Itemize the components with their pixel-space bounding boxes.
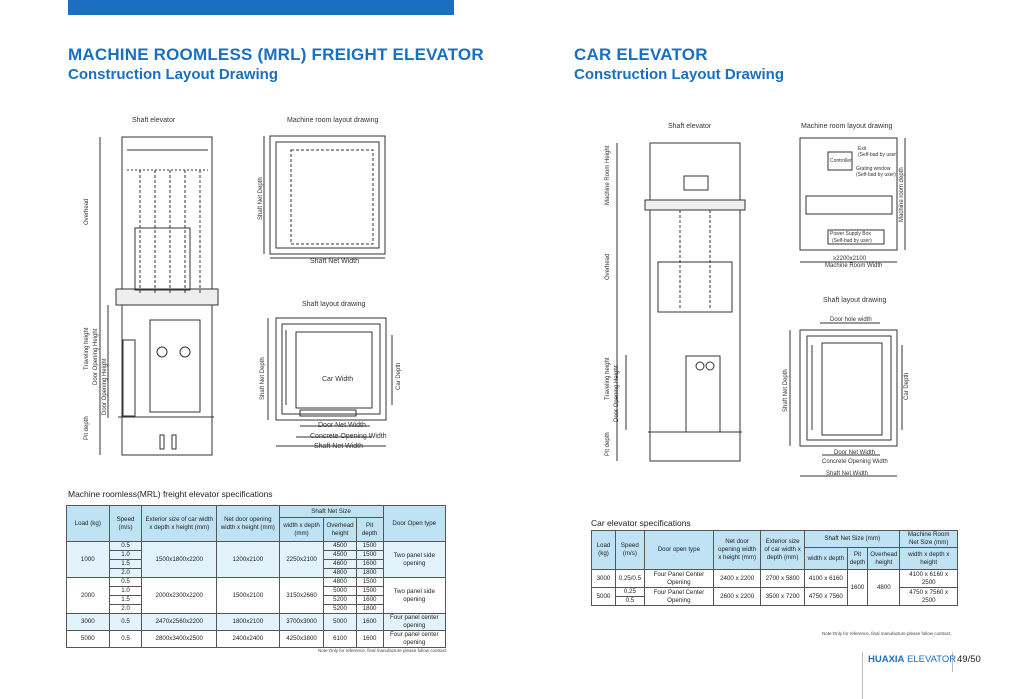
table-cell: 2700 x 5800 (761, 570, 805, 588)
car-mr-dim-label: ≥2200x2100 (833, 256, 866, 262)
car-th-load: Load (kg) (592, 531, 616, 570)
table-row (67, 542, 446, 551)
mrl-machine-room-label: Machine room layout drawing (287, 117, 379, 124)
mrl-car-width-label: Car Width (322, 376, 354, 383)
car-grating-window-label: Grating window (856, 166, 891, 172)
mrl-shaft-net-width-label-2: Shaft Net Width (314, 443, 364, 450)
table-cell: 5000 (67, 631, 110, 648)
mrl-door-opening-height-label: Door Opening Height (93, 328, 99, 385)
car-machine-room-label: Machine room layout drawing (801, 123, 893, 130)
car-exit-note: (Self-bad by user) (858, 152, 898, 158)
table-cell: 2400x2400 (217, 631, 280, 648)
table-cell: 2800x3400x2500 (142, 631, 217, 648)
table-cell: 4750 x 7560 x 2500 (900, 588, 958, 606)
right-subtitle: Construction Layout Drawing (574, 66, 784, 83)
car-shaft-net-width-label: Shaft Net Width (826, 471, 869, 477)
table-cell: 2.0 (109, 569, 142, 578)
mrl-th-shaft: Shaft Net Size (279, 506, 383, 518)
table-cell: 2000x2300x2200 (142, 578, 217, 614)
car-concrete-opening-width-label: Concrete Opening Width (822, 459, 888, 465)
table-cell: 2000 (67, 578, 110, 614)
mrl-shaft-net-depth-label-2: Shaft Net Depth (260, 357, 266, 400)
table-row (592, 588, 958, 597)
table-cell: 3000 (592, 570, 616, 588)
table-row (592, 570, 958, 588)
table-cell: 2250x2100 (279, 542, 324, 578)
table-cell: 1.5 (109, 560, 142, 569)
table-cell: 0.25 (616, 588, 645, 597)
mrl-traveling-height-label: Traveling height (84, 327, 90, 370)
table-cell: 1800 (356, 569, 383, 578)
table-cell: 0.5 (109, 631, 142, 648)
mrl-th-load: Load (kg) (67, 506, 110, 542)
car-shaft-net-depth-label: Shaft Net Depth (783, 369, 789, 412)
mrl-th-door-type: Door Open type (383, 506, 445, 542)
table-cell: 1500x2100 (217, 578, 280, 614)
mrl-th-wd: width x depth (mm) (279, 518, 324, 542)
car-machine-room-depth-label: Machine room depth (899, 167, 905, 222)
table-cell: 4750 x 7560 (804, 588, 847, 606)
mrl-shaft-net-width-label: Shaft Net Width (310, 258, 360, 265)
mrl-concrete-opening-width-label: Concrete Opening Width (310, 433, 387, 440)
table-cell: 3500 x 7200 (761, 588, 805, 606)
table-cell: 5000 (324, 614, 356, 631)
table-cell: 1500 (356, 551, 383, 560)
car-power-note: (Self-bad by user) (832, 238, 872, 244)
table-cell: 1600 (356, 614, 383, 631)
mrl-th-pit: Pit depth (356, 518, 383, 542)
mrl-th-car: Exterior size of car width x depth x height (mm) (142, 506, 217, 542)
table-cell: 5200 (324, 596, 356, 605)
car-pit-depth-label: Pit depth (605, 432, 611, 456)
car-table-caption: Car elevator specifications (591, 518, 691, 528)
car-th-door-type: Door open type (644, 531, 713, 570)
mrl-shaft-net-depth-label: Shaft Net Depth (258, 177, 264, 220)
car-power-supply-label: Power Supply Box (830, 231, 871, 237)
table-cell: 1600 (356, 631, 383, 648)
footer-page-number: 49/50 (957, 654, 981, 665)
table-cell: 0.5 (109, 578, 142, 587)
mrl-door-net-width-label: Door Net Width (318, 422, 366, 429)
table-cell: 1500 (356, 542, 383, 551)
table-cell: 1000 (67, 542, 110, 578)
table-cell: Four Panel Center Opening (644, 570, 713, 588)
table-cell: 1500 (356, 587, 383, 596)
table-cell: 0.5 (109, 614, 142, 631)
table-row (67, 578, 446, 587)
table-cell: 1800 (356, 605, 383, 614)
car-th-pit: Pit depth (847, 548, 867, 570)
footer-divider (862, 652, 863, 699)
table-cell: 4600 (324, 560, 356, 569)
car-machine-room-width-label: Machine Room Width (825, 263, 883, 269)
table-cell: Two panel side opening (383, 578, 445, 614)
car-machine-room-height-label: Machine Room Height (605, 145, 611, 205)
mrl-table-caption: Machine roomless(MRL) freight elevator specifications (68, 489, 273, 499)
left-title: MACHINE ROOMLESS (MRL) FREIGHT ELEVATOR (68, 45, 484, 64)
mrl-overhead-label: Overhead (84, 198, 90, 225)
table-cell: 1600 (356, 596, 383, 605)
table-row (67, 631, 446, 648)
table-cell: 5000 (592, 588, 616, 606)
car-th-wd: width x depth (804, 548, 847, 570)
table-cell: 3150x2660 (279, 578, 324, 614)
table-cell: 4800 (324, 569, 356, 578)
car-shaft-outline (650, 143, 740, 461)
table-cell: 5200 (324, 605, 356, 614)
table-cell: 2400 x 2200 (714, 570, 761, 588)
car-shaft-layout-label: Shaft layout drawing (823, 297, 887, 304)
mrl-note: Note:Only for reference, final manufacture please follow contract. (318, 648, 448, 653)
table-cell: 3000 (67, 614, 110, 631)
car-spec-table (591, 530, 958, 606)
car-car-depth-label: Car Depth (904, 372, 910, 400)
table-cell: 1.0 (109, 551, 142, 560)
table-cell: 3700x3000 (279, 614, 324, 631)
car-door-hole-width-label: Door hole width (830, 317, 872, 323)
table-cell: 6100 (324, 631, 356, 648)
footer-brand-name: HUAXIA (868, 654, 905, 665)
footer-brand-suffix: ELEVATOR (907, 654, 957, 665)
mrl-pit-depth-label: Pit depth (84, 416, 90, 440)
table-cell: 4250x3800 (279, 631, 324, 648)
table-cell: 4100 x 6160 x 2500 (900, 570, 958, 588)
car-exit-label: Exit (858, 146, 867, 152)
mrl-th-speed: Speed (m/s) (109, 506, 142, 542)
table-cell: 1800x2100 (217, 614, 280, 631)
car-th-speed: Speed (m/s) (616, 531, 645, 570)
table-cell: 0.25/0.5 (616, 570, 645, 588)
footer-brand (868, 654, 956, 665)
table-cell: 4500 (324, 542, 356, 551)
table-cell: 2600 x 2200 (714, 588, 761, 606)
right-title: CAR ELEVATOR (574, 45, 708, 64)
table-cell: 1600 (847, 570, 867, 606)
table-cell: 0.5 (616, 597, 645, 606)
table-cell: Two panel side opening (383, 542, 445, 578)
car-grating-note: (Self-bad by user) (856, 172, 896, 178)
table-cell: 1500x1800x2200 (142, 542, 217, 578)
table-cell: 2.0 (109, 605, 142, 614)
car-th-door: Net door opening width x height (mm) (714, 531, 761, 570)
car-th-mr: Machine Room Net Size (mm) (900, 531, 958, 548)
table-cell: Four panel center opening (383, 631, 445, 648)
mrl-car-depth-label: Car Depth (396, 362, 402, 390)
table-cell: 2470x2560x2200 (142, 614, 217, 631)
car-traveling-height-label: Traveling height (605, 357, 611, 400)
table-cell: 4800 (324, 578, 356, 587)
table-cell: 4500 (324, 551, 356, 560)
table-cell: 4100 x 6160 (804, 570, 847, 588)
car-th-overhead: Overhead height (868, 548, 900, 570)
mrl-th-overhead: Overhead height (324, 518, 356, 542)
table-cell: 4800 (868, 570, 900, 606)
mrl-spec-table (66, 505, 446, 648)
mrl-shaft-elevator-label: Shaft elevator (132, 117, 176, 124)
table-cell: 1600 (356, 560, 383, 569)
left-subtitle: Construction Layout Drawing (68, 66, 278, 83)
car-th-shaft: Shaft Net Size (mm) (804, 531, 899, 548)
car-th-car: Exterior size of car width x depth (mm) (761, 531, 805, 570)
table-cell: Four Panel Center Opening (644, 588, 713, 606)
table-row (67, 614, 446, 631)
mrl-shaft-layout-label: Shaft layout drawing (302, 301, 366, 308)
car-door-opening-height-label: Door Opening Height (614, 365, 620, 422)
table-cell: 0.5 (109, 542, 142, 551)
mrl-door-opening-height-label-2: Door Opening Height (102, 358, 108, 415)
car-controller-label: Controller (830, 158, 852, 164)
table-cell: 1.5 (109, 596, 142, 605)
table-cell: 1200x2100 (217, 542, 280, 578)
table-cell: 5000 (324, 587, 356, 596)
table-cell: 1500 (356, 578, 383, 587)
car-door-net-width-label: Door Net Width (834, 450, 876, 456)
car-overhead-label: Overhead (605, 253, 611, 280)
car-note: Note:Only for reference, final manufacture please follow contract. (822, 631, 952, 636)
car-shaft-elevator-label: Shaft elevator (668, 123, 712, 130)
table-cell: 1.0 (109, 587, 142, 596)
table-cell: Four panel center opening (383, 614, 445, 631)
car-th-mr-wdh: width x depth x height (900, 548, 958, 570)
mrl-th-door: Net door opening width x height (mm) (217, 506, 280, 542)
